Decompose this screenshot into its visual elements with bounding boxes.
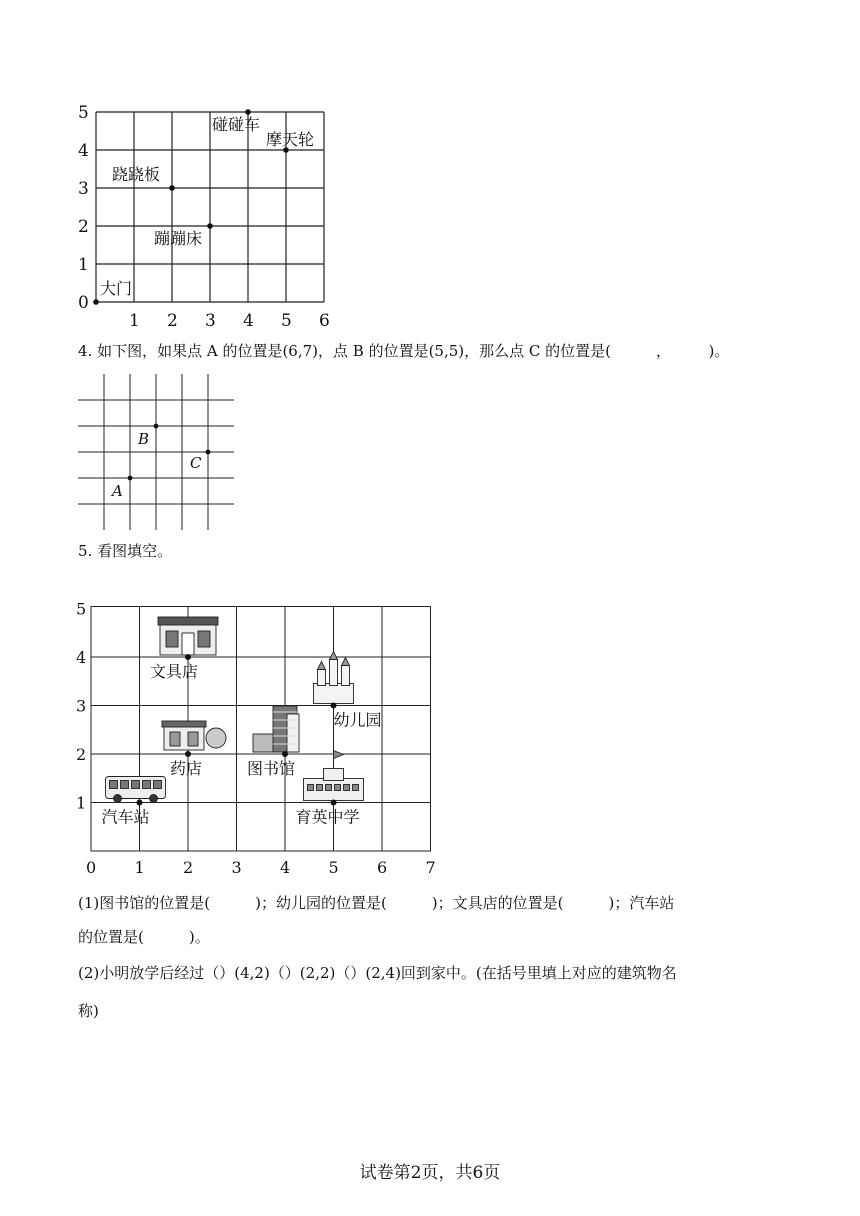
grid5-y-tick: 1 (76, 793, 87, 813)
bus-icon (106, 777, 166, 803)
grid5-place-label: 汽车站 (101, 807, 150, 827)
grid1-y-tick: 4 (78, 141, 89, 161)
grid1-point-label: 跷跷板 (112, 165, 161, 184)
grid5-x-tick: 6 (377, 858, 388, 877)
grid1-point-label: 摩天轮 (266, 130, 315, 149)
grid4-point-label: B (138, 430, 150, 448)
grid5-y-tick: 3 (76, 696, 87, 716)
grid1-y-tick: 5 (78, 103, 89, 123)
stationery-store-icon (158, 617, 218, 655)
grid5-place-label: 药店 (170, 759, 203, 778)
castle-icon (314, 652, 354, 704)
grid1-point-label: 蹦蹦床 (154, 229, 203, 248)
q5-sub1-line1: (1)图书馆的位置是( )；幼儿园的位置是( )；文具店的位置是( )；汽车站 (78, 894, 675, 912)
grid1-y-tick: 0 (78, 293, 89, 313)
grid5-x-tick: 1 (134, 858, 145, 877)
question-5-title: 5. 看图填空。 (78, 542, 173, 560)
grid1-x-tick: 3 (205, 311, 216, 330)
q5-sub1-line2: 的位置是( )。 (78, 928, 210, 946)
grid5-point (282, 751, 288, 757)
grid5-place-label: 文具店 (150, 662, 199, 681)
grid5-y-tick: 2 (76, 745, 87, 764)
grid1-x-tick: 2 (167, 311, 178, 330)
pharmacy-icon (162, 721, 226, 750)
grid4-point (206, 450, 211, 455)
grid5-place-label: 育英中学 (295, 807, 360, 827)
grid1-point (169, 185, 175, 191)
school-icon (304, 751, 364, 801)
grid5-point (185, 751, 191, 757)
q5-sub2-line2: 称) (78, 1002, 99, 1020)
grid5-x-tick: 7 (425, 858, 436, 877)
grid5-point (185, 654, 191, 660)
grid4-point (154, 424, 159, 429)
library-icon (253, 706, 299, 752)
grid5-x-tick: 0 (86, 858, 97, 877)
grid4-point-label: C (190, 454, 202, 472)
grid1-y-tick: 1 (78, 255, 89, 275)
grid5-x-tick: 2 (183, 858, 194, 877)
grid1-point-label: 碰碰车 (212, 115, 261, 134)
grid1-x-tick: 6 (319, 311, 330, 330)
grid5-place-label: 图书馆 (247, 759, 296, 778)
grid5-point (331, 703, 337, 709)
grid1-x-tick: 1 (129, 311, 140, 330)
page-footer: 试卷第2页，共6页 (359, 1163, 501, 1183)
grid1-point (207, 223, 213, 229)
grid5-y-tick: 4 (76, 648, 87, 667)
grid5-x-tick: 5 (328, 858, 339, 877)
coordinate-grid-q5 (72, 566, 442, 881)
grid4-point (128, 476, 133, 481)
grid5-point (137, 800, 143, 806)
grid1-point (245, 109, 251, 115)
grid1-point-label: 大门 (100, 279, 133, 298)
grid5-x-tick: 3 (231, 858, 242, 877)
grid1-point (93, 299, 99, 305)
grid5-y-tick: 5 (76, 599, 87, 619)
grid1-y-tick: 2 (78, 217, 89, 237)
grid5-x-tick: 4 (280, 858, 291, 877)
grid1-x-tick: 4 (243, 311, 254, 330)
coordinate-grid-q4 (74, 374, 239, 534)
coordinate-grid-1 (70, 100, 340, 330)
grid4-point-label: A (112, 482, 123, 500)
grid1-x-tick: 5 (281, 311, 292, 330)
q5-sub2-line1: (2)小明放学后经过（）(4,2)（）(2,2)（）(2,4)回到家中。(在括号里填上对应的建筑物名 (78, 964, 677, 982)
grid5-point (331, 800, 337, 806)
grid5-place-label: 幼儿园 (333, 710, 382, 730)
grid1-y-tick: 3 (78, 179, 89, 199)
question-4-text: 4. 如下图，如果点 A 的位置是(6,7)，点 B 的位置是(5,5)，那么点 C 的位置是( ， )。 (78, 342, 730, 360)
